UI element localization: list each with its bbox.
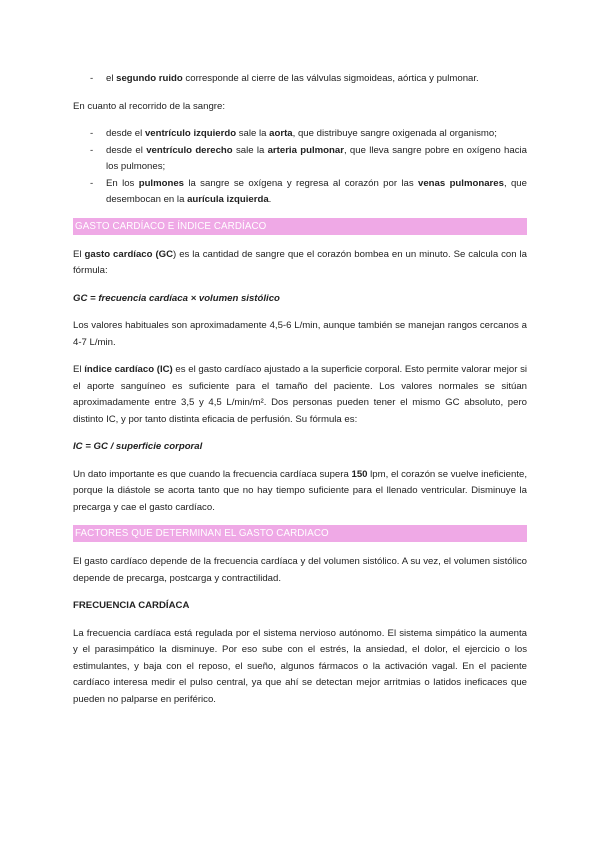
text: Un dato importante es que cuando la frecuencia cardíaca supera [73, 468, 352, 480]
section-heading-factores: FACTORES QUE DETERMINAN EL GASTO CARDIACO [73, 525, 527, 542]
text: lpm, el corazón se vuelve ineficiente, porque la diástole se acorta tanto que no hay tiempo suficiente para el llenado ventricular. Disminuye la precarga y cae el gasto cardíaco. [73, 468, 527, 513]
text: . [268, 194, 272, 205]
bold-term: segundo ruido [116, 73, 183, 84]
paragraph-gc-values: Los valores habituales son aproximadamente 4,5-6 L/min, aunque también se manejan rangos cercanos a 4-7 L/min. [73, 320, 527, 348]
bold-term: 150 [351, 468, 368, 480]
paragraph-frecuencia-cardiaca: La frecuencia cardíaca está regulada por el sistema nervioso autónomo. El sistema simpático la aumenta y el parasimpático la disminuye. Por eso sube con el estrés, la ansiedad, el dolor, el ejercicio o los estimulantes, y baja con el reposo, el sueño, algunos fármacos o la activación vagal. En el paciente cardíaco interesa medir el pulso central, ya que ahí se detectan mejor arritmias o latidos ineficaces que pueden no palparse en periférico. [73, 627, 527, 705]
text: sale la [232, 144, 268, 156]
paragraph-recorrido: En cuanto al recorrido de la sangre: [73, 100, 225, 112]
text: es el gasto cardíaco ajustado a la superficie corporal. Esto permite valorar mejor si el aporte sanguíneo es suficiente para el tamaño del paciente. Los valores normales se sitúan aproximadamente entre 3,5 y 4,5 L/min/m². Dos personas pueden tener el mismo GC absoluto, pero distinto IC, y por tanto distinta eficacia de perfusión. Su fórmula es: [73, 364, 527, 425]
text: , que desembocan en la [106, 177, 527, 205]
list-item [73, 143, 527, 176]
text: El [73, 364, 85, 375]
bold-term: ventrículo derecho [146, 144, 233, 156]
list-bullet: - [90, 177, 94, 189]
bold-term: aorta [269, 128, 293, 139]
text: , que distribuye sangre oxigenada al organismo; [292, 128, 497, 139]
paragraph-gc-definition [73, 247, 527, 280]
text: sale la [236, 128, 270, 139]
text: El [73, 248, 85, 260]
bold-term: aurícula izquierda [187, 194, 269, 205]
formula-gc: GC = frecuencia cardíaca × volumen sistólico [73, 292, 280, 304]
bold-term: índice cardíaco (IC) [84, 364, 173, 375]
paragraph-factores-intro: El gasto cardíaco depende de la frecuencia cardíaca y del volumen sistólico. A su vez, el volumen sistólico depende de precarga, postcarga y contractilidad. [73, 556, 527, 584]
page-content [73, 71, 527, 708]
list-bullet: - [90, 128, 94, 139]
bold-term: pulmones [138, 177, 185, 189]
text: corresponde al cierre de las válvulas sigmoideas, aórtica y pulmonar. [182, 73, 479, 84]
list-bullet: - [90, 73, 94, 84]
bold-term: arteria pulmonar [267, 144, 344, 156]
text: En los [106, 177, 139, 189]
list-item [73, 71, 527, 88]
bold-term: venas pulmonares [418, 177, 504, 189]
text: la sangre se oxígena y regresa al corazón por las [184, 177, 419, 189]
blood-path-list [73, 126, 527, 209]
subheading-frecuencia-cardiaca: FRECUENCIA CARDÍACA [73, 600, 190, 611]
bold-term: gasto cardíaco (GC [84, 248, 174, 260]
text: desde el [106, 128, 145, 139]
list-item [73, 126, 527, 143]
paragraph-dato-importante [73, 467, 527, 517]
formula-ic: IC = GC / superficie corporal [73, 441, 203, 452]
heart-sounds-list [73, 71, 527, 88]
text: , que lleva sangre pobre en oxígeno hacia los pulmones; [106, 144, 527, 172]
bold-term: ventrículo izquierdo [144, 128, 237, 139]
list-item [73, 176, 527, 209]
text: desde el [106, 144, 147, 156]
text: ) es la cantidad de sangre que el corazón bombea en un minuto. Se calcula con la fórmula: [73, 248, 527, 276]
paragraph-ic [73, 362, 527, 428]
list-bullet: - [90, 144, 94, 156]
text: el [106, 73, 117, 84]
section-heading-gasto-cardiaco: GASTO CARDÍACO E ÍNDICE CARDÍACO [73, 218, 527, 235]
